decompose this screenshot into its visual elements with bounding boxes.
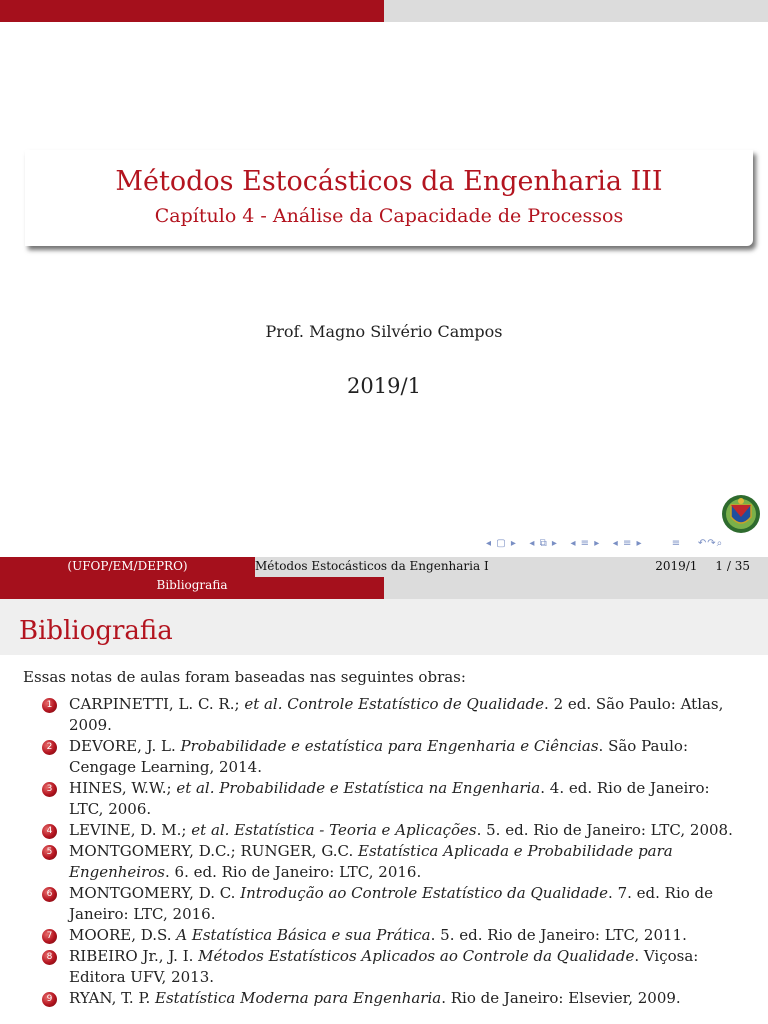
reference-publication: . 5. ed. Rio de Janeiro: LTC, 2011. (430, 926, 687, 944)
reference-publication: . Viçosa: Editora UFV, 2013. (69, 947, 699, 986)
reference-work-title: Introdução ao Controle Estatístico da Qualidade (240, 884, 609, 902)
reference-item (0, 883, 768, 925)
reference-work-title: et al. Controle Estatístico de Qualidade (244, 695, 545, 713)
date: 2019/1 (347, 374, 421, 398)
reference-number-bullet: 5 (42, 845, 57, 860)
reference-publication: . São Paulo: Cengage Learning, 2014. (69, 737, 689, 776)
reference-work-title: Estatística Aplicada e Probabilidade para Engenheiros (69, 842, 673, 881)
reference-work-title: et al. Probabilidade e Estatística na Engenharia (176, 779, 541, 797)
reference-author: MONTGOMERY, D.C.; RUNGER, G.C. (69, 842, 359, 860)
reference-number-bullet: 4 (42, 824, 57, 839)
section-bar-gray (384, 577, 768, 599)
reference-author: RYAN, T. P. (69, 989, 156, 1007)
reference-item (0, 925, 768, 946)
reference-item (0, 736, 768, 778)
reference-author: MOORE, D.S. (69, 926, 177, 944)
reference-item (0, 946, 768, 988)
slide-footer (0, 557, 768, 577)
footer-page-number: 1 / 35 (715, 559, 750, 573)
reference-work-title: Estatística Moderna para Engenharia (155, 989, 442, 1007)
reference-author: RIBEIRO Jr., J. I. (69, 947, 199, 965)
navigation-symbols[interactable]: ◂ ▢ ▸ ◂ ⧉ ▸ ◂ ≡ ▸ ◂ ≡ ▸ ≡ ↶↷⌕ (486, 538, 724, 549)
reference-publication: . 5. ed. Rio de Janeiro: LTC, 2008. (476, 821, 733, 839)
reference-number-bullet: 3 (42, 782, 57, 797)
reference-publication: . 4. ed. Rio de Janeiro: LTC, 2006. (69, 779, 710, 818)
frame-title-bar (0, 599, 768, 655)
reference-number-bullet: 2 (42, 740, 57, 755)
reference-item (0, 694, 768, 736)
title-box (25, 150, 753, 246)
presentation-subtitle: Capítulo 4 - Análise da Capacidade de Processos (154, 205, 624, 227)
reference-publication: . Rio de Janeiro: Elsevier, 2009. (441, 989, 681, 1007)
university-crest-logo (718, 493, 764, 535)
reference-author: LEVINE, D. M.; (69, 821, 192, 839)
reference-list (0, 694, 768, 1009)
reference-item (0, 778, 768, 820)
reference-item (0, 841, 768, 883)
author: Prof. Magno Silvério Campos (265, 322, 503, 341)
reference-work-title: et al. Estatística - Teoria e Aplicações (191, 821, 477, 839)
footer-right (511, 557, 768, 577)
reference-author: HINES, W.W.; (69, 779, 177, 797)
footer-term: 2019/1 (655, 559, 698, 573)
frame-title: Bibliografia (19, 616, 173, 646)
reference-work-title: Métodos Estatísticos Aplicados ao Controle da Qualidade (198, 947, 635, 965)
section-name: Bibliografia (0, 577, 384, 599)
reference-author: MONTGOMERY, D. C. (69, 884, 241, 902)
reference-number-bullet: 7 (42, 929, 57, 944)
reference-item (0, 820, 768, 841)
intro-text: Essas notas de aulas foram baseadas nas seguintes obras: (23, 668, 466, 686)
reference-author: CARPINETTI, L. C. R.; (69, 695, 245, 713)
top-header-bar (0, 0, 768, 22)
presentation-title: Métodos Estocásticos da Engenharia III (115, 166, 663, 197)
reference-work-title: A Estatística Básica e sua Prática (176, 926, 431, 944)
reference-number-bullet: 1 (42, 698, 57, 713)
reference-number-bullet: 9 (42, 992, 57, 1007)
reference-author: DEVORE, J. L. (69, 737, 181, 755)
reference-publication: . 2 ed. São Paulo: Atlas, 2009. (69, 695, 724, 734)
header-gray-band (384, 0, 768, 22)
header-red-band (0, 0, 384, 22)
reference-work-title: Probabilidade e estatística para Engenharia e Ciências (180, 737, 599, 755)
reference-publication: . 7. ed. Rio de Janeiro: LTC, 2016. (69, 884, 714, 923)
footer-institution: (UFOP/EM/DEPRO) (0, 557, 255, 577)
reference-item (0, 988, 768, 1009)
reference-publication: . 6. ed. Rio de Janeiro: LTC, 2016. (164, 863, 422, 881)
footer-course: Métodos Estocásticos da Engenharia I (255, 557, 511, 577)
reference-number-bullet: 6 (42, 887, 57, 902)
reference-number-bullet: 8 (42, 950, 57, 965)
section-bar (0, 577, 768, 599)
